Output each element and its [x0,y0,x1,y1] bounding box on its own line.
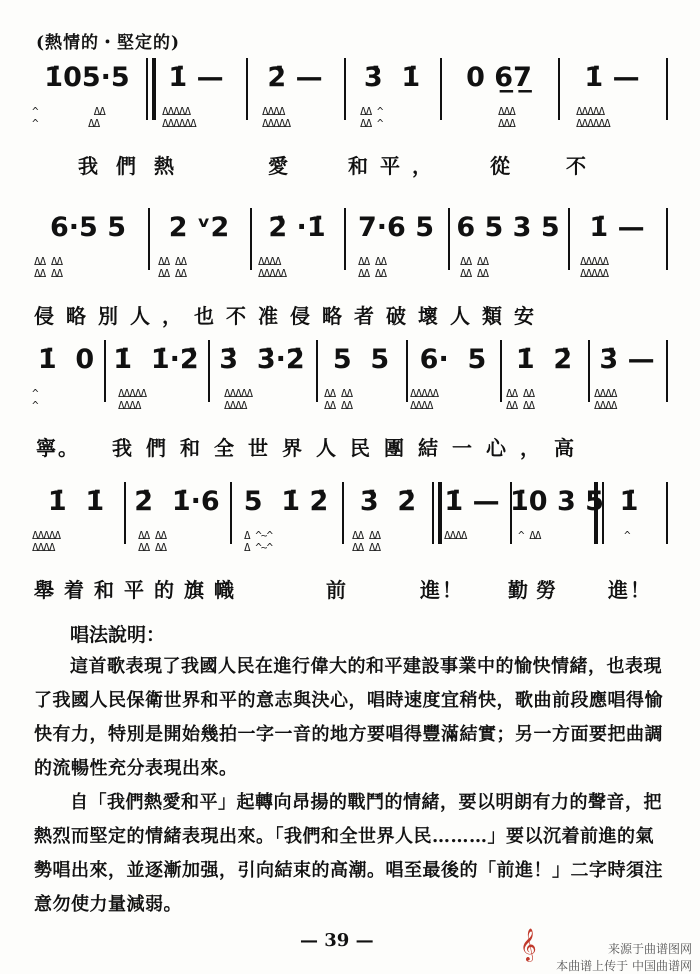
measure: 3̇ 3̇·2̇ [219,344,305,375]
instructions-title: 唱法說明： [70,624,166,646]
lyric: 不 [566,154,588,178]
measure: 2̇ ·1̇ [268,212,326,243]
measure: 1̇ — [584,62,640,93]
measure: 1̇ 1̇ [47,486,105,517]
measure: 6 5 3 5 [456,212,560,243]
page-number: — 39 — [300,930,374,951]
lyric: 舉着和平的旗幟 [34,578,244,602]
tempo-marking: (熱情的・堅定的) [36,33,181,53]
lyric: 愛 [268,154,290,178]
melody-line [28,344,670,375]
score-system-3 [28,340,670,468]
score-system-1 [28,58,670,186]
score-system-2 [28,208,670,336]
lyrics-line [28,428,670,468]
measure: 1̇ — [589,212,645,243]
score-system-4 [28,482,670,610]
measure: 1̇ — [168,62,224,93]
measure: 1̇ — [444,486,500,517]
instructions-paragraph: 這首歌表現了我國人民在進行偉大的和平建設事業中的愉快情緒，也表現了我國人民保衛世界和平的意志與決心，唱時速度宜稍快，歌曲前段應唱得愉快有力，特別是開始幾拍一字一音的地方要唱得豐滿結實；另一方面要把曲調的流暢性充分表現出來。 [34,656,663,779]
lyrics-line [28,570,670,610]
measure: 1̇05·5 [44,62,130,93]
measure: 2 ᵛ2 [168,212,230,243]
measure: 1̇ [619,486,639,517]
lyric: 侵略別人，也不准侵略者破壞人類安 [34,304,546,328]
measure: 1̇ 0 [37,344,95,375]
lyric: 前 [326,578,348,602]
lyrics-line [28,296,670,336]
lyric: 從 [490,154,512,178]
measure: 1̇ 1̇·2̇ [113,344,199,375]
measure: 5 5 [332,344,390,375]
watermark-line: 来源于曲谱图网 [607,942,692,956]
melody-line [28,486,670,517]
instructions-paragraph: 自「我們熱愛和平」起轉向昂揚的戰鬥的情緒，要以明朗有力的聲音，把熱烈而堅定的情緒表現出來。「我們和全世界人民………」要以沉着前進的氣勢唱出來，並逐漸加强，引向結束的高潮。唱至最後的「前進！」二字時須注意勿使力量減弱。 [34,792,663,915]
measure: 3̇ — [599,344,655,375]
lyric: 和平， [348,154,444,178]
lyric: 我們和全世界人民團結一心，高 [112,436,588,460]
measure: 2̇ — [267,62,323,93]
measure: 2̇ 1̇·6 [134,486,220,517]
staff: 6·5 5 2 ᵛ2 2̇ ·1̇ 7·6 5 6 5 3 5 1̇ — ΔΔ ΔΔ ΔΔ ΔΔ ΔΔ ΔΔ ΔΔ ΔΔ ΔΔΔΔ ΔΔΔΔΔ ΔΔ ΔΔ ΔΔ ΔΔ ΔΔ ΔΔ ΔΔ ΔΔ ΔΔΔΔΔ ΔΔΔΔΔ [28,208,670,296]
lyric: 勤勞 [508,578,564,602]
staff: 1̇ 0 1̇ 1̇·2̇ 3̇ 3̇·2̇ 5 5 6· 5 1̇ 2̇ 3̇ — ^ ^ ΔΔΔΔΔ ΔΔΔΔ ΔΔΔΔΔ ΔΔΔΔ ΔΔ ΔΔ ΔΔ ΔΔ ΔΔΔΔΔ ΔΔΔΔ ΔΔ ΔΔ ΔΔ ΔΔ ΔΔΔΔ ΔΔΔΔ [28,340,670,428]
lyrics-line [28,146,670,186]
measure: 3̇ 1̇ [363,62,421,93]
lyric: 進！ [420,578,464,602]
lyric: 我們熱 [78,154,192,178]
measure: 1̇0 3 5 [510,486,604,517]
measure: 5 1̇ 2̇ [243,486,329,517]
measure: 6·5 5 [49,212,127,243]
watermark [502,940,692,974]
measure: 0 6̲7̲ [466,62,532,93]
measure: 1̇ 2̇ [515,344,573,375]
measure: 7·6 5 [357,212,435,243]
melody-line [28,212,670,243]
melody-line [28,62,670,93]
lyric: 寧。 [36,436,80,460]
measure: 6· 5 [419,344,487,375]
staff: 1̇05·5 1̇ — 2̇ — 3̇ 1̇ 0 6̲7̲ 1̇ — ^ ^ ΔΔ ΔΔ ΔΔΔΔΔ ΔΔΔΔΔΔ ΔΔΔΔ ΔΔΔΔΔ ΔΔ ^ ΔΔ ^ ΔΔΔ ΔΔΔ ΔΔΔΔΔ ΔΔΔΔΔΔ [28,58,670,146]
watermark-line: 本曲谱上传于 中国曲谱网 [556,959,692,973]
staff: 1̇ 1̇ 2̇ 1̇·6 5 1̇ 2̇ 3̇ 2̇ 1̇ — 1̇0 3 5 1̇ ΔΔΔΔΔ ΔΔΔΔ ΔΔ ΔΔ ΔΔ ΔΔ Δ ^~^ Δ ^~^ ΔΔ ΔΔ ΔΔ ΔΔ ΔΔΔΔ ^ ΔΔ ^ [28,482,670,570]
watermark-logo-icon: 𝄞 [520,928,537,961]
measure: 3̇ 2̇ [359,486,417,517]
lyric: 進！ [608,578,652,602]
